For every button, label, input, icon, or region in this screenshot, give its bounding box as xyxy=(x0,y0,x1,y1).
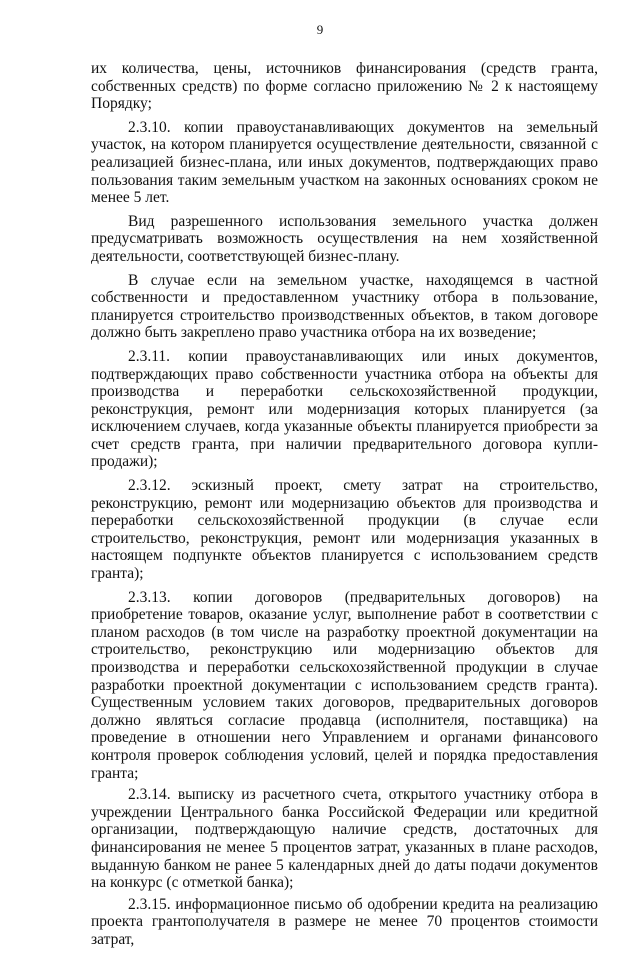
paragraph-2-3-11: 2.3.11. копии правоустанавливающих или иных документов, подтверждающих право собственности участника отбора на объекты для производства и переработки сельскохозяйственной продукции, реконструкция, ремонт или модернизация которых планируется (за исключением случаев, когда указанные объекты планируется приобрести за счет средств гранта, при наличии предварительного договора купли-продажи); xyxy=(91,347,598,471)
paragraph-private-land: В случае если на земельном участке, находящемся в частной собственности и предоставленном участнику отбора в пользование, планируется строительство производственных объектов, в таком договоре должно быть закреплено право участника отбора на их возведение; xyxy=(91,271,598,342)
paragraph-land-use: Вид разрешенного использования земельного участка должен предусматривать возможность осуществления на нем хозяйственной деятельности, соответствующей бизнес-плану. xyxy=(91,212,598,265)
page-number: 9 xyxy=(316,22,324,37)
paragraph-2-3-15: 2.3.15. информационное письмо об одобрении кредита на реализацию проекта грантополучателя в размере не менее 70 процентов стоимости затрат, xyxy=(91,895,598,948)
document-body xyxy=(91,60,598,953)
paragraph-2-3-14: 2.3.14. выписку из расчетного счета, открытого участнику отбора в учреждении Центрального банка Российской Федерации или кредитной организации, подтверждающую наличие средств, достаточных для финансирования не менее 5 процентов затрат, указанных в плане расходов, выданную банком не ранее 5 календарных дней до даты подачи документов на конкурс (с отметкой банка); xyxy=(91,786,598,892)
paragraph-2-3-12: 2.3.12. эскизный проект, смету затрат на строительство, реконструкцию, ремонт или модернизацию объектов для производства и переработки сельскохозяйственной продукции (в случае если строительство, реконструкция, ремонт или модернизация указанных в настоящем подпункте объектов планируется с использованием средств гранта); xyxy=(91,477,598,583)
paragraph-2-3-13: 2.3.13. копии договоров (предварительных договоров) на приобретение товаров, оказание услуг, выполнение работ в соответствии с планом расходов (в том числе на разработку проектной документации на строительство, реконструкцию или модернизацию объектов для производства и переработки сельскохозяйственной продукции в случае разработки проектной документации с использованием средств гранта). Существенным условием таких договоров, предварительных договоров должно являться согласие продавца (исполнителя, поставщика) на проведение в отношении него Управлением и органами финансового контроля проверок соблюдения условий, целей и порядка предоставления гранта; xyxy=(91,588,598,782)
paragraph-continuation: их количества, цены, источников финансирования (средств гранта, собственных средств) по форме согласно приложению № 2 к настоящему Порядку; xyxy=(91,60,598,113)
paragraph-2-3-10: 2.3.10. копии правоустанавливающих документов на земельный участок, на котором планируется осуществление деятельности, связанной с реализацией бизнес-плана, или иных документов, подтверждающих право пользования таким земельным участком на законных основаниях сроком не менее 5 лет. xyxy=(91,118,598,207)
